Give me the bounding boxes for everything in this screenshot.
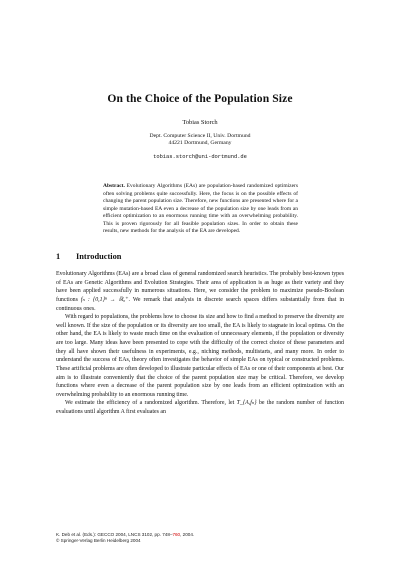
author-affiliation	[0, 133, 400, 148]
footer-citation-end: , 2004.	[180, 532, 195, 537]
paragraph-2: With regard to populations, the problems how to choose its size and how to find a method to preserve the diversity are well known. If the size of the population or its diversity are too small, the EA is likely to stagnate in local optima. On the other hand, the EA is likely to waste much time on the evaluation of unnecessary elements, if the population or diversity are too large. Many ideas have been presented to cope with the difficulty of the correct choice of these parameters and they all have shown their usefulness in experiments, e.g., niching methods, multistarts, and many more. In order to understand the success of EAs, theory often investigates the behavior of simple EAs on typical or constructed problems. These artificial problems are often developed to illustrate particular effects of EAs or one of their components at best. Our aim is to illustrate conveniently that the choice of the parent population size may be critical. Therefore, we develop functions where even a decrease of the parent population size by one leads from an efficient optimization with an overwhelming probability to an enormous running time.	[56, 314, 344, 398]
paragraph-1	[56, 270, 344, 313]
citation-footer	[56, 532, 194, 544]
footer-page-link[interactable]: 760	[172, 532, 181, 537]
abstract-text: Evolutionary Algorithms (EAs) are population-based randomized optimizers often solving problems quite successfully. Here, the focus is on the possible effects of changing the parent population size. Therefore, new functions are presented where for a simple mutation-based EA even a decrease of the population size by one leads from an efficient optimization to an enormous running time with an overwhelming probability. This is proven rigorously for all feasible population sizes. In order to obtain these results, new methods for the analysis of the EA are developed.	[103, 183, 298, 234]
paper-title: On the Choice of the Population Size	[107, 92, 293, 105]
footer-copyright: © Springer-Verlag Berlin Heidelberg 2004	[56, 537, 141, 543]
affiliation-line-1: Dept. Computer Science II, Univ. Dortmund	[149, 133, 251, 139]
footer-citation-line	[56, 532, 194, 538]
affiliation-line-2: 44221 Dortmund, Germany	[168, 140, 232, 147]
abstract-label: Abstract.	[103, 183, 125, 189]
author-email: tobias.storch@uni-dortmund.de	[153, 154, 247, 160]
paragraph-3	[56, 399, 344, 416]
paragraph-1-text-b: . We remark that analysis in discrete search spaces differs substantially from that in continuous ones.	[56, 296, 344, 312]
section-title: Introduction	[76, 252, 122, 261]
paragraph-1-text-a: Evolutionary Algorithms (EAs) are a broad class of general randomized search heuristics. The probably best-known types of EAs are Genetic Algorithms and Evolution Strategies. Their area of application is as huge as their variety and they have been applied successfully in numerous situations. Here, we consider the problem to maximize pseudo-Boolean functions	[56, 271, 344, 303]
section-number: 1	[56, 252, 61, 261]
author-name: Tobias Storch	[182, 119, 218, 126]
abstract	[103, 183, 298, 236]
paragraph-3-text-b: be the random number of function evaluations until algorithm A first evaluates an	[56, 400, 344, 415]
body-text	[56, 270, 344, 417]
paragraph-1-math: fₙ : {0,1}ⁿ → ℝ₀⁺	[80, 296, 129, 303]
section-heading	[56, 252, 121, 261]
paragraph-3-text-a: We estimate the efficiency of a randomized algorithm. Therefore, let	[65, 400, 237, 407]
paragraph-3-math: T_{A,fₙ}	[236, 400, 257, 407]
footer-citation-text: K. Deb et al. (Eds.): GECCO 2004, LNCS 3102, pp. 748–	[56, 532, 173, 537]
